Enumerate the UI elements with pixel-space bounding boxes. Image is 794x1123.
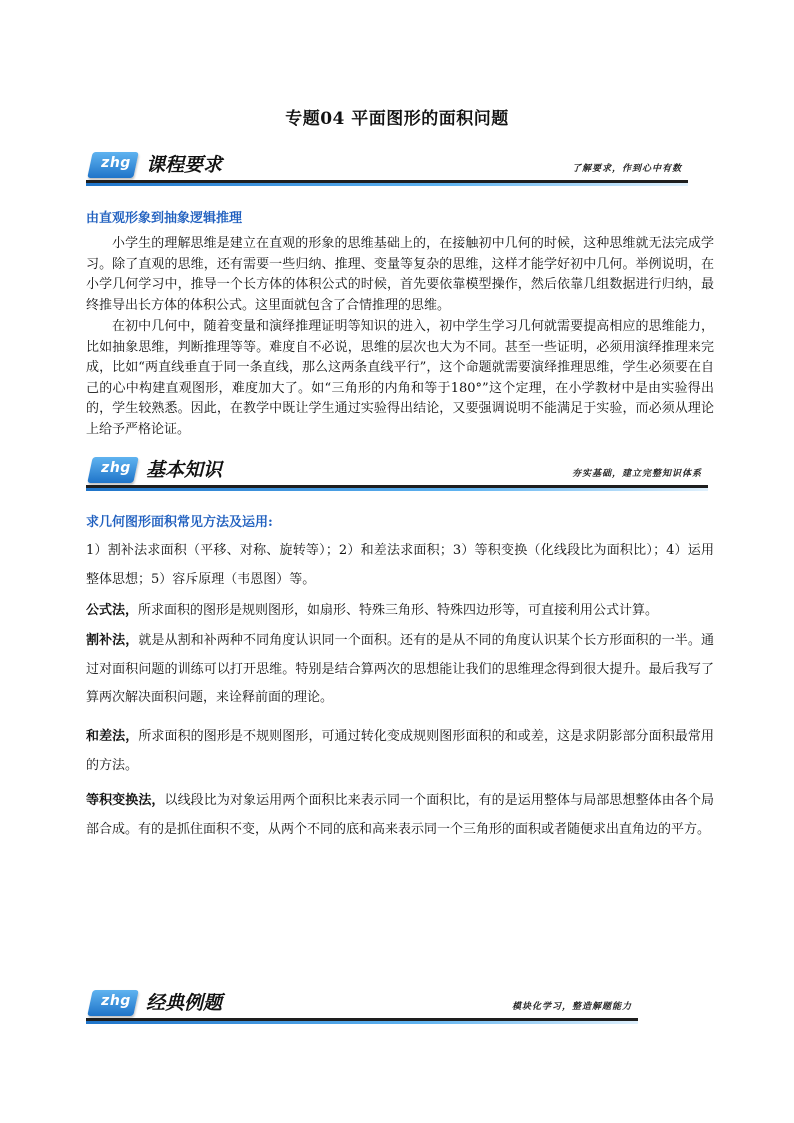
method-equal-area [86, 787, 714, 844]
banner-basic-knowledge [86, 451, 708, 497]
paragraph: 在初中几何中，随着变量和演绎推理证明等知识的进入，初中学生学习几何就需要提高相应的思维能力，比如抽象思维，判断推理等等。难度自不必说，思维的层次也大为不同。甚至一些证明，必须用演绎推理来完成，比如“两直线垂直于同一条直线，那么这两条直线平行”，这个命题就需要演绎推理思维，学生必须要在自己的心中构建直观图形，难度加大了。如“三角形的内角和等于180°”这个定理，在小学教材中是由实验得出的，学生较熟悉。因此，在教学中既让学生通过实验得出结论，又要强调说明不能满足于实验，而必须从理论上给予严格论证。 [86, 319, 714, 437]
method-text: 所求面积的图形是不规则图形，可通过转化变成规则图形面积的和或差，这是求阴影部分面积最常用的方法。 [86, 729, 714, 773]
method-lead: 公式法， [86, 603, 139, 618]
banner-divider-accent [86, 1021, 638, 1024]
page-title: 专题04 平面图形的面积问题 [285, 109, 509, 129]
method-text: 就是从割和补两种不同角度认识同一个面积。还有的是从不同的角度认识某个长方形面积的一半。通过对面积问题的训练可以打开思维。特别是结合算两次的思想能让我们的思维理念得到很大提升。最后我写了算两次解决面积问题，来诠释前面的理论。 [86, 633, 714, 706]
banner-classic-examples [86, 984, 638, 1030]
method-lead: 和差法， [86, 729, 139, 744]
method-lead: 割补法， [86, 633, 139, 648]
method-cut-fill [86, 627, 714, 713]
paragraph: 小学生的理解思维是建立在直观的形象的思维基础上的，在接触初中几何的时候，这种思维就无法完成学习。除了直观的思维，还有需要一些归纳、推理、变量等复杂的思维，这样才能学好初中几何。举例说明，在小学几何学习中，推导一个长方体的体积公式的时候，首先要依靠模型操作，然后依靠几组数据进行归纳，最终推导出长方体的体积公式。这里面就包含了合情推理的思维。 [86, 236, 714, 313]
section-heading: 求几何图形面积常见方法及运用: [86, 515, 273, 530]
banner-slogan: 夯实基础，建立完整知识体系 [571, 469, 702, 479]
zhg-logo-text: zhg [101, 993, 131, 1009]
method-sum-difference [86, 723, 714, 780]
banner-course-requirements [86, 146, 688, 192]
method-formula [86, 597, 714, 626]
banner-title: 课程要求 [146, 154, 223, 176]
banner-slogan: 模块化学习，整造解题能力 [511, 1002, 632, 1012]
zhg-logo-text: zhg [101, 460, 131, 476]
method-text: 以线段比为对象运用两个面积比来表示同一个面积比，有的是运用整体与局部思想整体由各个局部合成。有的是抓住面积不变，从两个不同的底和高来表示同一个三角形的面积或者随便求出直角边的平方。 [86, 793, 714, 837]
zhg-logo-text: zhg [101, 155, 131, 171]
banner-title: 基本知识 [146, 459, 223, 481]
banner-title: 经典例题 [146, 992, 223, 1014]
section-heading: 由直观形象到抽象逻辑推理 [86, 211, 243, 226]
banner-slogan: 了解要求，作到心中有数 [571, 164, 682, 174]
method-lead: 等积变换法， [86, 793, 165, 808]
methods-list: 1）割补法求面积（平移、对称、旋转等）；2）和差法求面积；3）等积变换（化线段比为面积比）；4）运用整体思想；5）容斥原理（韦恩图）等。 [86, 543, 714, 587]
banner-divider-accent [86, 183, 688, 186]
banner-divider-accent [86, 488, 708, 491]
method-text: 所求面积的图形是规则图形，如扇形、特殊三角形、特殊四边形等，可直接利用公式计算。 [138, 603, 659, 618]
